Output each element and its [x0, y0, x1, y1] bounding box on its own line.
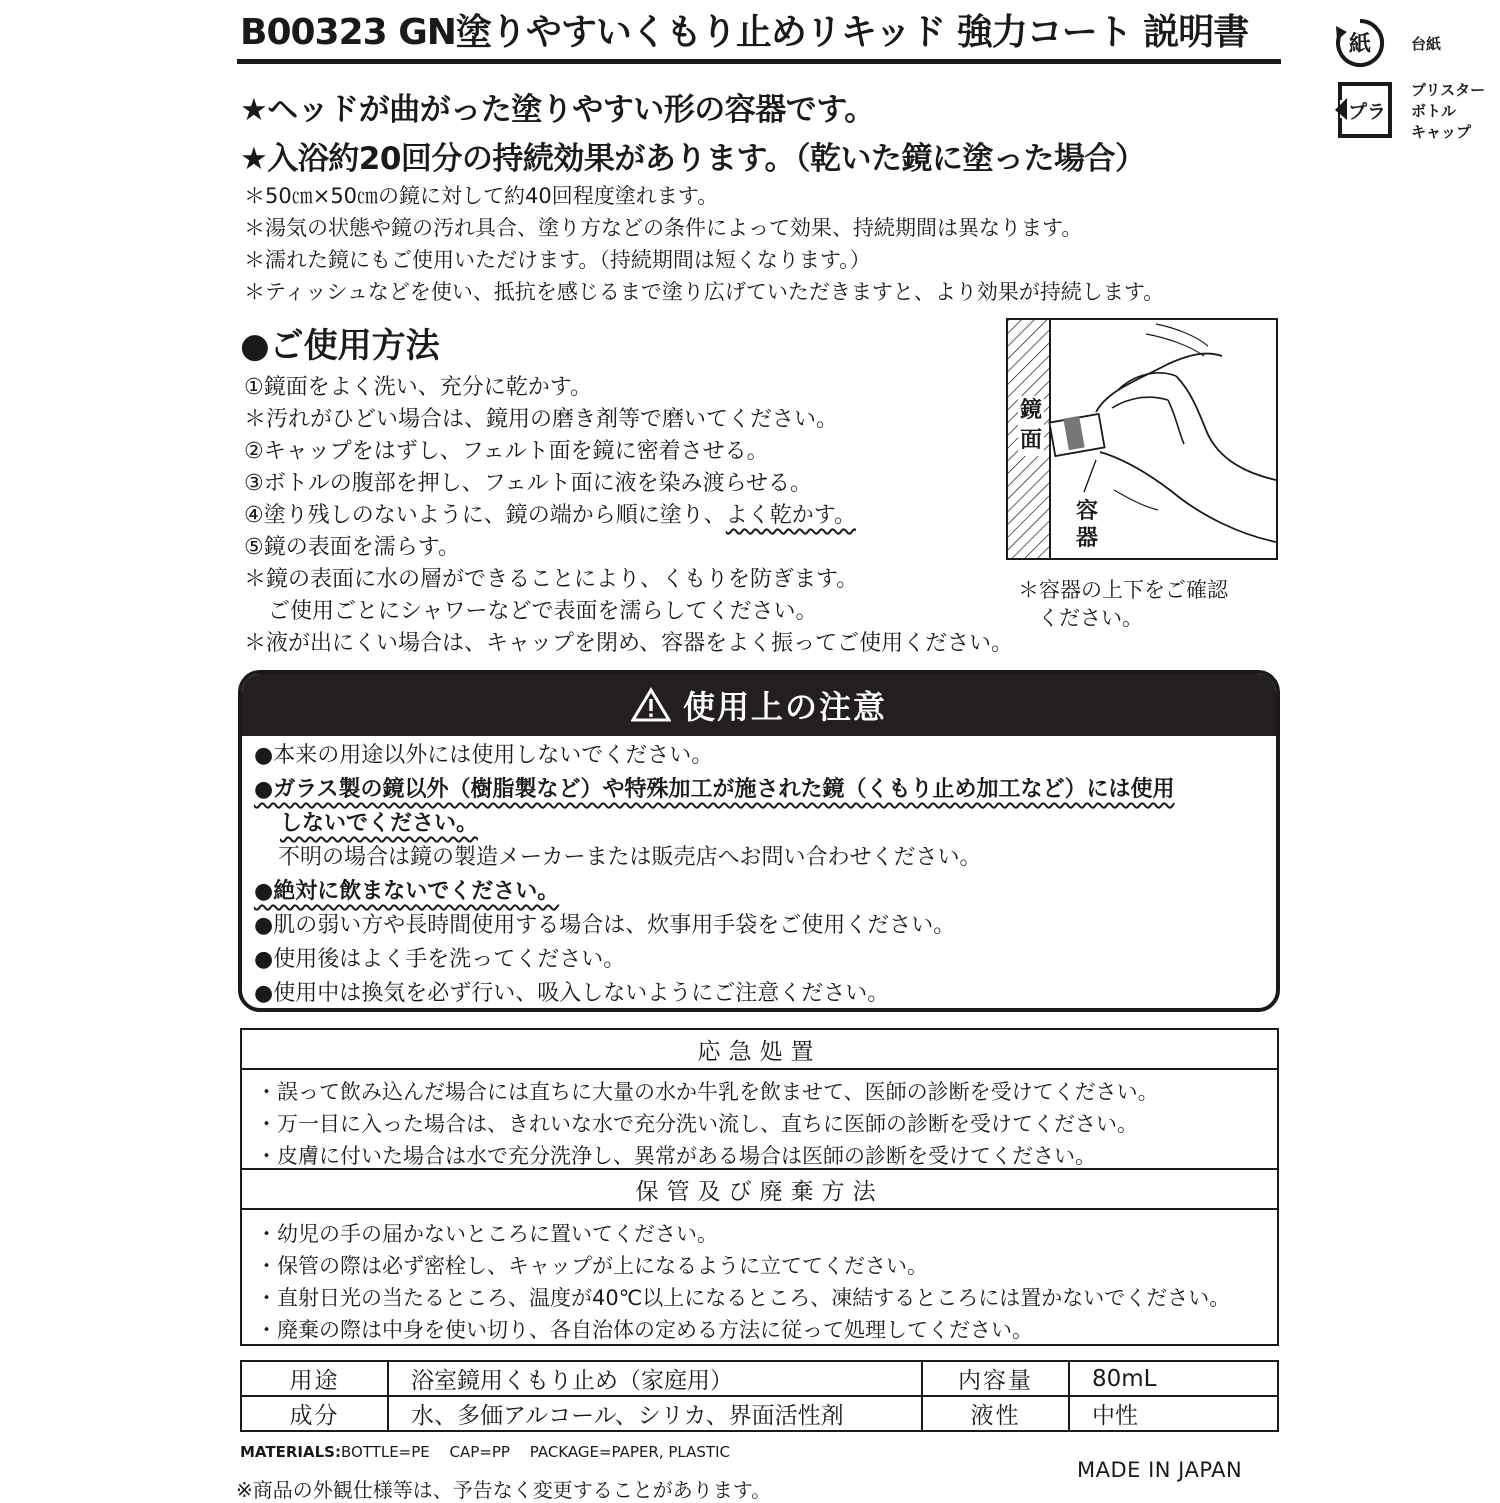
- usage-step-4: [244, 498, 856, 529]
- usage-step-4-text: ④塗り残しのないように、鏡の端から順に塗り、: [244, 503, 726, 528]
- usage-note-3: ＊液が出にくい場合は、キャップを閉め、容器をよく振ってご使用ください。: [244, 631, 1014, 656]
- recycle-marks: [1335, 18, 1495, 148]
- spec-ingredients-label: 成分: [241, 1396, 388, 1431]
- caution-heading: 使用上の注意: [682, 688, 887, 726]
- illustration-caption-2: ください。: [1038, 606, 1143, 630]
- materials-line: [240, 1441, 730, 1462]
- feature-note-4: ＊ティッシュなどを使い、抵抗を感じるまで塗り広げていただきますと、より効果が持続します。: [244, 280, 1165, 304]
- usage-step-1: ①鏡面をよく洗い、充分に乾かす。: [244, 375, 592, 400]
- usage-step-3: ③ボトルの腹部を押し、フェルト面に液を染み渡らせる。: [244, 471, 812, 496]
- materials-text: BOTTLE=PE CAP=PP PACKAGE=PAPER, PLASTIC: [340, 1443, 730, 1461]
- plastic-label-cap: キャップ: [1411, 123, 1472, 141]
- usage-step-5: ⑤鏡の表面を濡らす。: [244, 535, 460, 560]
- spec-ingredients-value: 水、多価アルコール、シリカ、界面活性剤: [388, 1396, 922, 1431]
- document-title: B00323 GN塗りやすいくもり止めリキッド 強力コート 説明書: [240, 12, 1249, 53]
- container-label: 容器: [1075, 499, 1098, 551]
- paper-recycle-icon: [1335, 18, 1385, 68]
- first-aid-box: [240, 1028, 1279, 1170]
- feature-note-1: ＊50㎝×50㎝の鏡に対して約40回程度塗れます。: [244, 184, 719, 208]
- caution-item-4: ●肌の弱い方や長時間使用する場合は、炊事用手袋をご使用ください。: [254, 913, 956, 938]
- plastic-label-bottle: ボトル: [1411, 102, 1457, 120]
- storage-box: [240, 1168, 1279, 1346]
- caution-item-5: ●使用後はよく手を洗ってください。: [254, 947, 626, 972]
- made-in-japan: MADE IN JAPAN: [1077, 1458, 1243, 1482]
- storage-heading: 保管及び廃棄方法: [242, 1170, 1277, 1210]
- usage-step-2: ②キャップをはずし、フェルト面を鏡に密着させる。: [244, 439, 769, 464]
- mirror-label: 鏡面: [1018, 396, 1044, 456]
- feature-2: ★入浴約20回分の持続効果があります。（乾いた鏡に塗った場合）: [240, 141, 1146, 177]
- usage-note-2-cont: ご使用ごとにシャワーなどで表面を濡らしてください。: [268, 599, 818, 624]
- spec-use-label: 用途: [241, 1361, 388, 1396]
- first-aid-heading: 応急処置: [242, 1030, 1277, 1070]
- first-aid-item-1: ・誤って飲み込んだ場合には直ちに大量の水か牛乳を飲ませて、医師の診断を受けてください。: [256, 1080, 1159, 1104]
- spec-ph-value: 中性: [1069, 1396, 1278, 1431]
- storage-item-2: ・保管の際は必ず密栓し、キャップが上になるように立ててください。: [256, 1254, 928, 1278]
- illustration-caption-1: ＊容器の上下をご確認: [1018, 578, 1228, 602]
- storage-item-4: ・廃棄の際は中身を使い切り、各自治体の定める方法に従って処理してください。: [256, 1318, 1033, 1342]
- spec-row-2: [241, 1396, 1278, 1431]
- usage-heading: ●ご使用方法: [240, 326, 440, 366]
- spec-row-1: [241, 1361, 1278, 1396]
- paper-label: 台紙: [1411, 35, 1442, 53]
- usage-note-1: ＊汚れがひどい場合は、鏡用の磨き剤等で磨いてください。: [244, 407, 839, 432]
- caution-item-1: ●本来の用途以外には使用しないでください。: [254, 743, 714, 768]
- storage-item-1: ・幼児の手の届かないところに置いてください。: [256, 1222, 718, 1246]
- feature-1: ★ヘッドが曲がった塗りやすい形の容器です。: [240, 92, 875, 128]
- materials-label: MATERIALS:: [240, 1443, 341, 1461]
- disclaimer: ※商品の外観仕様等は、予告なく変更することがあります。: [236, 1478, 772, 1502]
- first-aid-item-2: ・万一目に入った場合は、きれいな水で充分洗い流し、直ちに医師の診断を受けてください。: [256, 1112, 1138, 1136]
- spec-table: [240, 1360, 1279, 1432]
- caution-header: [242, 674, 1276, 736]
- hand-applying-icon: [1008, 320, 1276, 558]
- spec-use-value: 浴室鏡用くもり止め（家庭用）: [388, 1361, 922, 1396]
- caution-item-2: ●ガラス製の鏡以外（樹脂製など）や特殊加工が施された鏡（くもり止め加工など）には使用: [254, 777, 1175, 802]
- caution-box: [238, 670, 1280, 1012]
- spec-volume-value: 80mL: [1069, 1361, 1278, 1396]
- feature-note-3: ＊濡れた鏡にもご使用いただけます。（持続期間は短くなります。）: [244, 248, 871, 272]
- spec-ph-label: 液性: [922, 1396, 1069, 1431]
- first-aid-item-3: ・皮膚に付いた場合は水で充分洗浄し、異常がある場合は医師の診断を受けてください。: [256, 1144, 1096, 1168]
- plastic-symbol: プラ: [1347, 101, 1387, 123]
- paper-symbol: 紙: [1348, 32, 1372, 57]
- caution-item-2-cont: しないでください。: [280, 811, 479, 836]
- warning-triangle-icon: [631, 687, 671, 723]
- feature-note-2: ＊湯気の状態や鏡の汚れ具合、塗り方などの条件によって効果、持続期間は異なります。: [244, 216, 1083, 240]
- storage-item-3: ・直射日光の当たるところ、温度が40℃以上になるところ、凍結するところには置かないでください。: [256, 1286, 1231, 1310]
- plastic-recycle-icon: [1335, 80, 1395, 140]
- title-rule: [237, 59, 1281, 64]
- usage-note-2: ＊鏡の表面に水の層ができることにより、くもりを防ぎます。: [244, 567, 859, 592]
- spec-volume-label: 内容量: [922, 1361, 1069, 1396]
- caution-item-6: ●使用中は換気を必ず行い、吸入しないようにご注意ください。: [254, 981, 890, 1006]
- caution-item-3: ●絶対に飲まないでください。: [254, 879, 560, 904]
- caution-item-2-note: 不明の場合は鏡の製造メーカーまたは販売店へお問い合わせください。: [278, 845, 982, 870]
- usage-illustration: [1006, 318, 1278, 560]
- usage-step-4-emphasis: よく乾かす。: [725, 503, 856, 528]
- plastic-label-blister: ブリスター: [1411, 81, 1486, 99]
